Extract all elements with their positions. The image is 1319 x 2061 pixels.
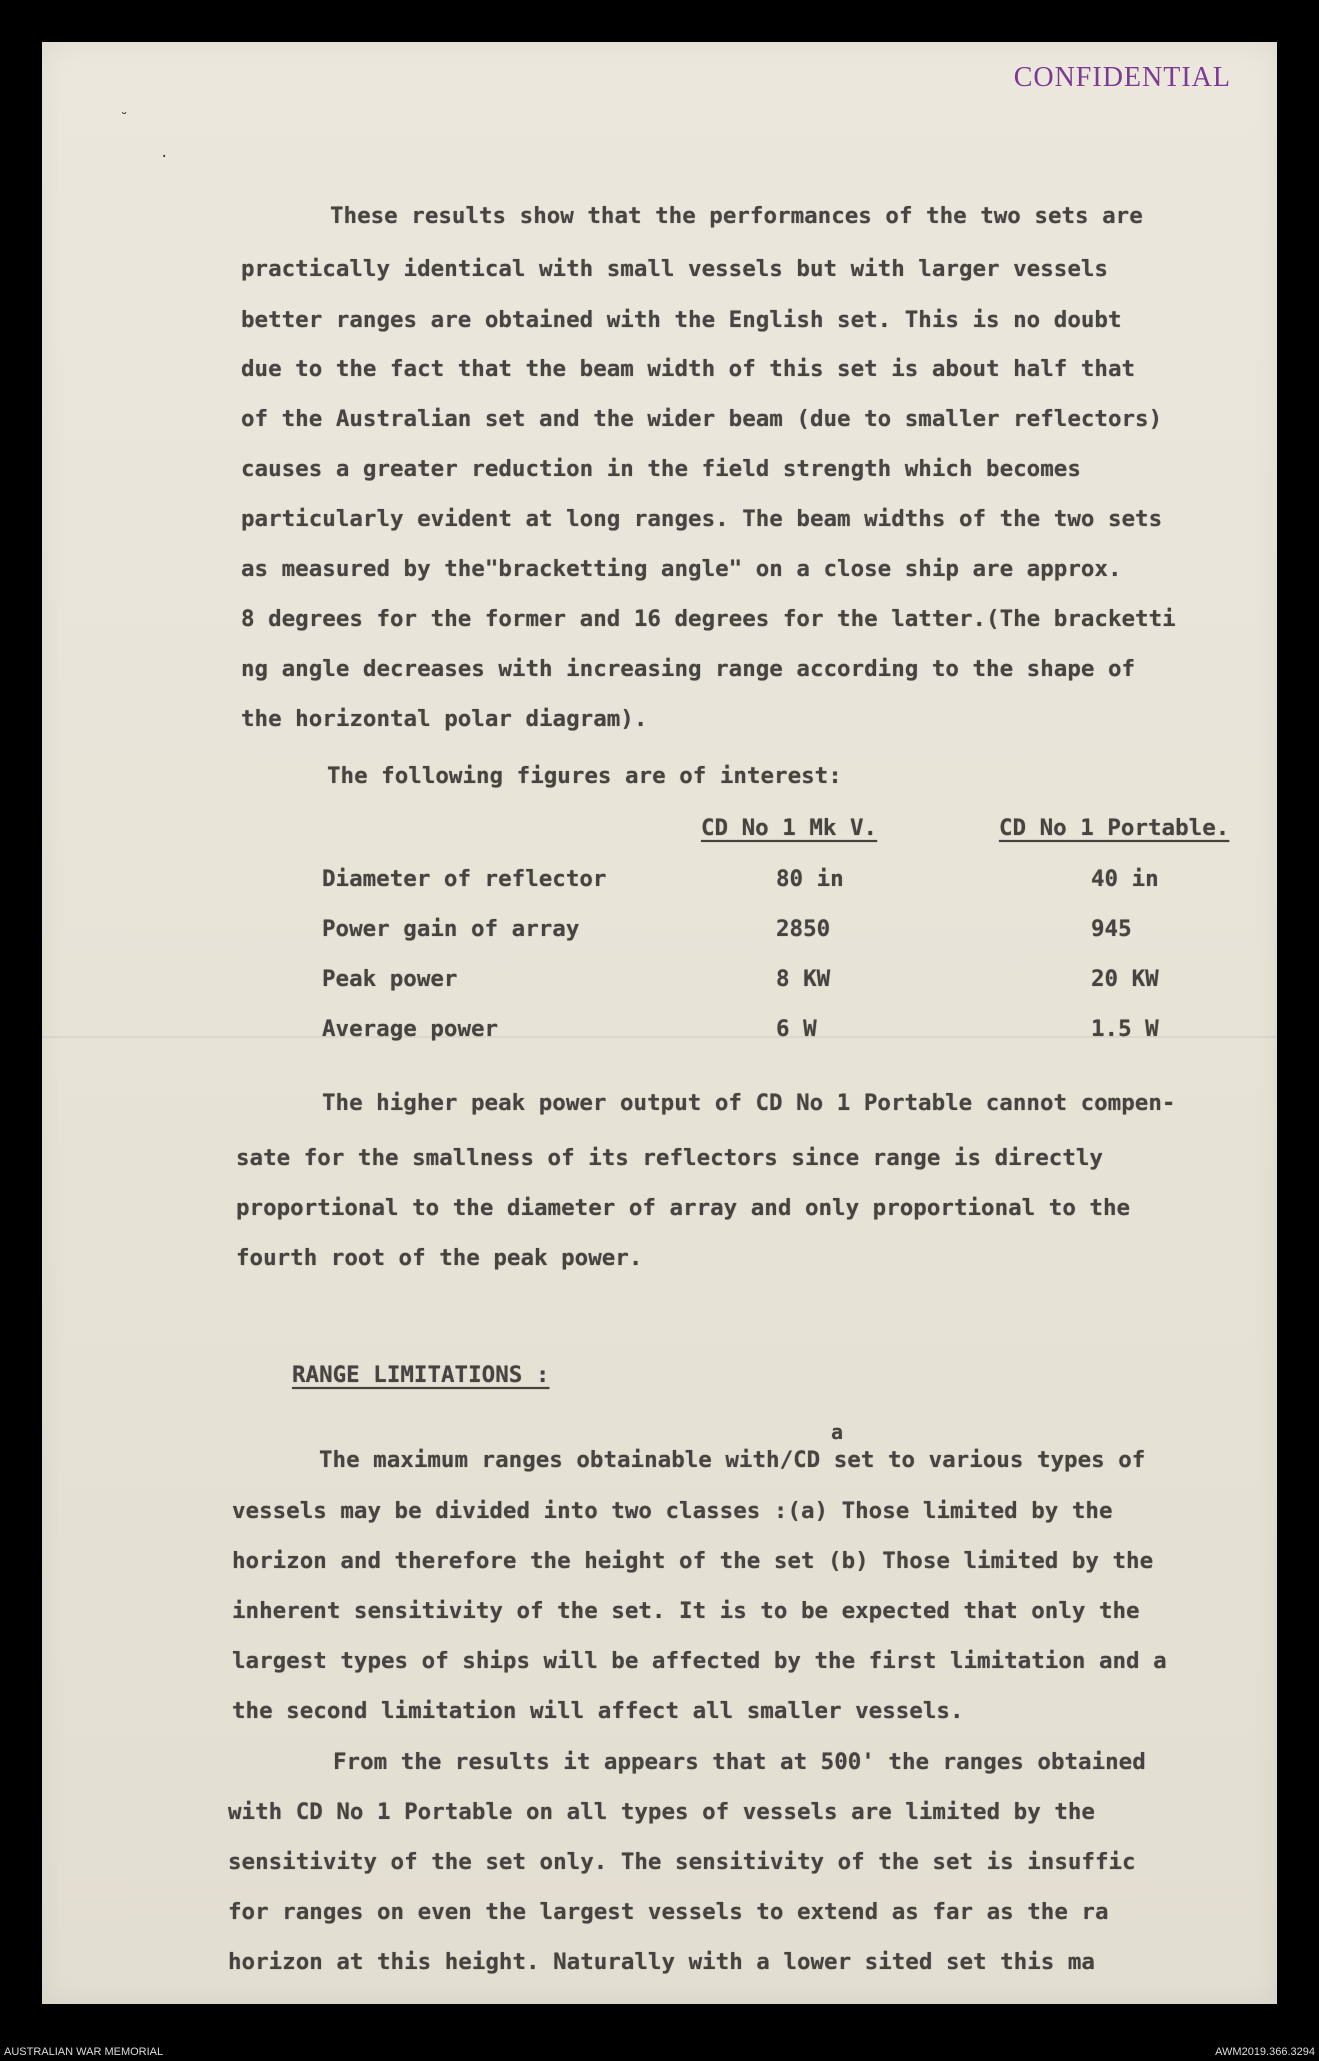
text-line: the second limitation will affect all smaller vessels. bbox=[232, 1698, 964, 1724]
table-row-label: Diameter of reflector bbox=[322, 866, 607, 892]
paper-mark: · bbox=[160, 149, 169, 165]
table-cell: 40 in bbox=[1091, 866, 1159, 892]
text-line: better ranges are obtained with the English set. This is no doubt bbox=[241, 307, 1122, 333]
text-line: ng angle decreases with increasing range according to the shape of bbox=[241, 656, 1136, 682]
table-row-label: Average power bbox=[322, 1016, 499, 1042]
text-line: sate for the smallness of its reflectors since range is directly bbox=[236, 1145, 1103, 1171]
text-line: practically identical with small vessels but with larger vessels bbox=[241, 256, 1108, 282]
text-line: The higher peak power output of CD No 1 Portable cannot compen- bbox=[322, 1090, 1176, 1116]
table-header: CD No 1 Mk V. bbox=[701, 815, 878, 841]
text-line: The following figures are of interest: bbox=[327, 763, 842, 789]
table-cell: 6 W bbox=[776, 1016, 817, 1042]
table-cell: 2850 bbox=[776, 916, 831, 942]
table-row-label: Peak power bbox=[322, 966, 458, 992]
text-line: inherent sensitivity of the set. It is to be expected that only the bbox=[232, 1598, 1140, 1624]
section-heading: RANGE LIMITATIONS : bbox=[292, 1362, 550, 1388]
table-row-label: Power gain of array bbox=[322, 916, 580, 942]
text-line: as measured by the"bracketting angle" on a close ship are approx. bbox=[241, 556, 1122, 582]
text-line: sensitivity of the set only. The sensitivity of the set is insuffic bbox=[228, 1849, 1136, 1875]
text-line: The maximum ranges obtainable with/CD set to various types of bbox=[319, 1447, 1146, 1473]
text-line: for ranges on even the largest vessels to extend as far as the ra bbox=[228, 1899, 1109, 1925]
text-line: proportional to the diameter of array and only proportional to the bbox=[236, 1195, 1131, 1221]
text-line: particularly evident at long ranges. The beam widths of the two sets bbox=[241, 506, 1163, 532]
text-line: These results show that the performances of the two sets are bbox=[330, 203, 1143, 229]
table-cell: 20 KW bbox=[1091, 966, 1159, 992]
footer-institution: AUSTRALIAN WAR MEMORIAL bbox=[4, 2046, 164, 2058]
table-cell: 1.5 W bbox=[1091, 1016, 1159, 1042]
text-line: largest types of ships will be affected by the first limitation and a bbox=[232, 1648, 1167, 1674]
text-line: From the results it appears that at 500' the ranges obtained bbox=[333, 1749, 1146, 1775]
table-cell: 80 in bbox=[776, 866, 844, 892]
footer-accession-number: AWM2019.366.3294 bbox=[1215, 2046, 1315, 2058]
paper-mark: ˘ bbox=[120, 111, 129, 127]
text-line: the horizontal polar diagram). bbox=[241, 706, 648, 732]
text-line: causes a greater reduction in the field strength which becomes bbox=[241, 456, 1081, 482]
text-line: with CD No 1 Portable on all types of vessels are limited by the bbox=[228, 1799, 1095, 1825]
insert-mark: a bbox=[831, 1420, 844, 1444]
text-line: due to the fact that the beam width of this set is about half that bbox=[241, 356, 1136, 382]
text-line: horizon and therefore the height of the set (b) Those limited by the bbox=[232, 1548, 1154, 1574]
table-header: CD No 1 Portable. bbox=[999, 815, 1230, 841]
text-line: of the Australian set and the wider beam (due to smaller reflectors) bbox=[241, 406, 1163, 432]
table-cell: 945 bbox=[1091, 916, 1132, 942]
table-cell: 8 KW bbox=[776, 966, 831, 992]
text-line: 8 degrees for the former and 16 degrees for the latter.(The bracketti bbox=[241, 606, 1176, 632]
text-line: fourth root of the peak power. bbox=[236, 1245, 643, 1271]
confidential-stamp: CONFIDENTIAL bbox=[1013, 62, 1231, 93]
text-line: horizon at this height. Naturally with a lower sited set this ma bbox=[228, 1949, 1095, 1975]
text-line: vessels may be divided into two classes :(a) Those limited by the bbox=[232, 1498, 1113, 1524]
